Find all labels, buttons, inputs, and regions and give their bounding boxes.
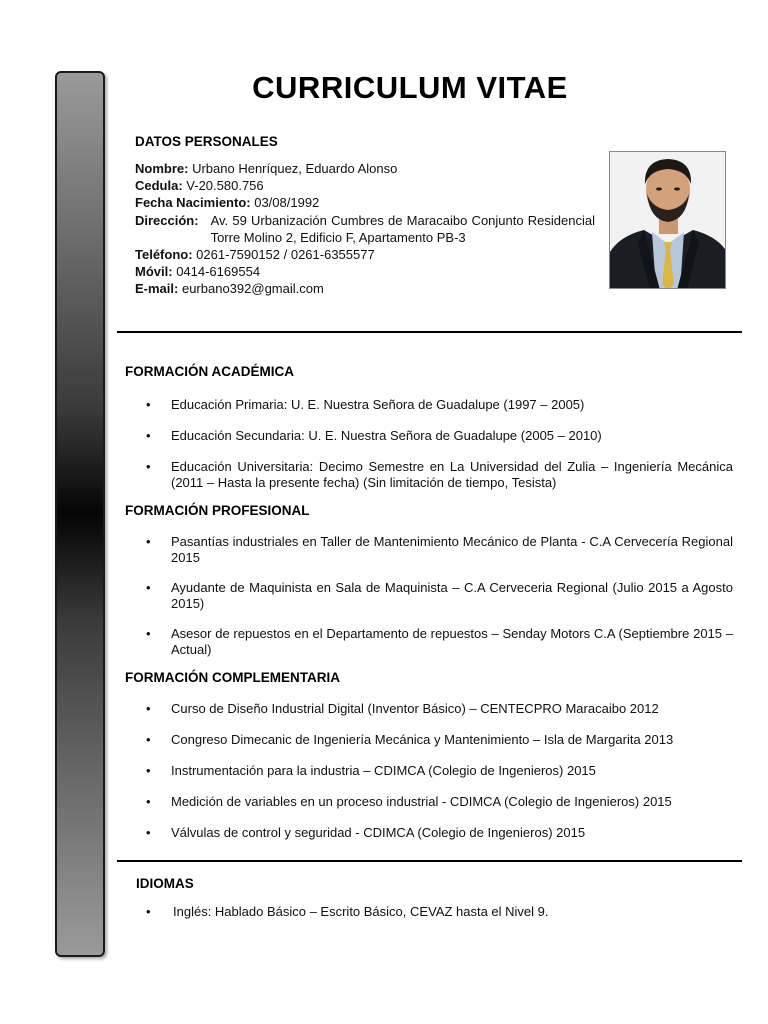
- person-portrait-icon: [610, 152, 726, 289]
- cedula-row: [135, 177, 595, 194]
- list-item: • Educación Universitaria: Decimo Semestre en La Universidad del Zulia – Ingeniería Mecánica (2011 – Hasta la presente fecha) (Sin limitación de tiempo, Tesista): [146, 459, 733, 491]
- section-heading-idiomas: IDIOMAS: [136, 876, 194, 891]
- telefono-label: Teléfono:: [135, 247, 193, 263]
- section-heading-datos-personales: DATOS PERSONALES: [135, 134, 278, 149]
- nombre-row: [135, 160, 595, 177]
- list-item: • Educación Primaria: U. E. Nuestra Señora de Guadalupe (1997 – 2005): [146, 397, 733, 413]
- fecha-row: [135, 194, 595, 211]
- direccion-value: Av. 59 Urbanización Cumbres de Maracaibo Conjunto Residencial Torre Molino 2, Edificio F, Apartamento PB-3: [210, 212, 595, 245]
- profile-photo: [609, 151, 726, 289]
- list-item: • Curso de Diseño Industrial Digital (Inventor Básico) – CENTECPRO Maracaibo 2012: [146, 701, 733, 717]
- list-item: • Pasantías industriales en Taller de Mantenimiento Mecánico de Planta - C.A Cervecería Regional 2015: [146, 534, 733, 566]
- nombre-value: Urbano Henríquez, Eduardo Alonso: [192, 161, 398, 176]
- list-item: • Válvulas de control y seguridad - CDIMCA (Colegio de Ingenieros) 2015: [146, 825, 733, 841]
- list-item: • Congreso Dimecanic de Ingeniería Mecánica y Mantenimiento – Isla de Margarita 2013: [146, 732, 733, 748]
- nombre-label: Nombre:: [135, 161, 189, 176]
- telefono-value: 0261-7590152 / 0261-6355577: [196, 247, 375, 263]
- professional-list: [146, 534, 733, 658]
- fecha-nacimiento-label: Fecha Nacimiento:: [135, 195, 251, 211]
- personal-data-block: [135, 160, 595, 298]
- academic-list: [146, 397, 733, 491]
- list-item: • Educación Secundaria: U. E. Nuestra Señora de Guadalupe (2005 – 2010): [146, 428, 733, 444]
- section-divider: [117, 860, 742, 862]
- complementary-list: [146, 701, 733, 841]
- cedula-value: V-20.580.756: [186, 178, 264, 194]
- direccion-row: [135, 212, 595, 246]
- cedula-label: Cedula:: [135, 178, 183, 194]
- list-item: • Medición de variables en un proceso industrial - CDIMCA (Colegio de Ingenieros) 2015: [146, 794, 733, 810]
- page-title: CURRICULUM VITAE: [252, 70, 568, 105]
- section-heading-formacion-complementaria: FORMACIÓN COMPLEMENTARIA: [125, 670, 340, 685]
- movil-label: Móvil:: [135, 264, 173, 280]
- email-row: [135, 280, 595, 297]
- list-item: • Asesor de repuestos en el Departamento de repuestos – Senday Motors C.A (Septiembre 2015 – Actual): [146, 626, 733, 658]
- languages-list: [146, 904, 733, 920]
- section-divider: [117, 331, 742, 333]
- movil-value: 0414-6169554: [176, 264, 261, 280]
- movil-row: [135, 263, 595, 280]
- email-label: E-mail:: [135, 281, 179, 297]
- direccion-label: Dirección:: [135, 212, 199, 228]
- section-heading-formacion-profesional: FORMACIÓN PROFESIONAL: [125, 503, 310, 518]
- section-heading-formacion-academica: FORMACIÓN ACADÉMICA: [125, 364, 294, 379]
- email-value: eurbano392@gmail.com: [181, 281, 324, 297]
- list-item: • Instrumentación para la industria – CDIMCA (Colegio de Ingenieros) 2015: [146, 763, 733, 779]
- decorative-sidebar-bar: [55, 71, 105, 957]
- list-item: • Ayudante de Maquinista en Sala de Maquinista – C.A Cerveceria Regional (Julio 2015 a Agosto 2015): [146, 580, 733, 612]
- fecha-nacimiento-value: 03/08/1992: [254, 195, 320, 211]
- list-item: • Inglés: Hablado Básico – Escrito Básico, CEVAZ hasta el Nivel 9.: [146, 904, 733, 920]
- telefono-row: [135, 246, 595, 263]
